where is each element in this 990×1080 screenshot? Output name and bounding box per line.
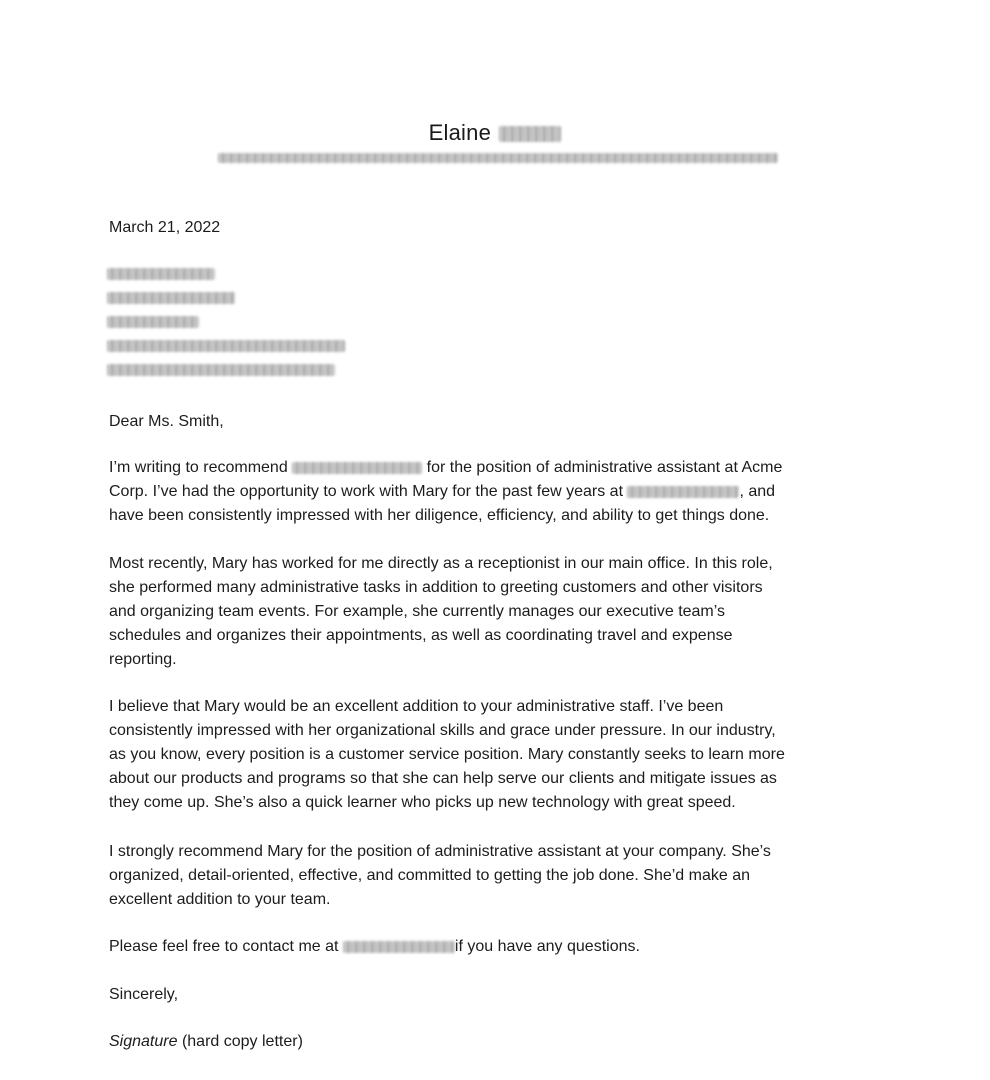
paragraph-1-line-1	[109, 456, 889, 480]
p1-line2-end: , and	[739, 483, 776, 500]
letterhead-name	[0, 120, 990, 146]
redacted-phone-number	[343, 941, 455, 953]
paragraph-1-line-3: have been consistently impressed with her diligence, efficiency, and ability to get things done.	[109, 507, 770, 524]
redacted-surname	[499, 126, 561, 142]
paragraph-4	[109, 840, 889, 912]
paragraph-3-line: as you know, every position is a customer service position. Mary constantly seeks to learn more	[109, 746, 785, 763]
p1-line1-end: for the position of administrative assistant at Acme	[426, 459, 783, 476]
closing: Sincerely,	[109, 986, 179, 1003]
redacted-recipient-line-1	[107, 268, 215, 280]
paragraph-3-line: I believe that Mary would be an excellent addition to your administrative staff. I’ve been	[109, 698, 724, 715]
p5-start: Please feel free to contact me at	[109, 938, 339, 955]
paragraph-2-line: reporting.	[109, 651, 177, 668]
p5-end: if you have any questions.	[454, 938, 640, 955]
p1-line2-start: Corp. I’ve had the opportunity to work with Mary for the past few years at	[109, 483, 624, 500]
paragraph-2-line: and organizing team events. For example, she currently manages our executive team’s	[109, 603, 726, 620]
paragraph-4-line: organized, detail-oriented, effective, and committed to getting the job done. She’d make an	[109, 867, 750, 884]
signature-note: (hard copy letter)	[181, 1033, 303, 1050]
paragraph-2-line: Most recently, Mary has worked for me directly as a receptionist in our main office. In this role,	[109, 555, 773, 572]
signature-line	[109, 1030, 889, 1054]
redacted-recipient-line-2	[107, 292, 235, 304]
paragraph-3	[109, 695, 889, 815]
redacted-company-name	[627, 486, 739, 498]
paragraph-5	[109, 935, 889, 959]
letter-date: March 21, 2022	[109, 219, 221, 236]
paragraph-3-line: about our products and programs so that she can help serve our clients and mitigate issues as	[109, 770, 777, 787]
paragraph-3-line: they come up. She’s also a quick learner who picks up new technology with great speed.	[109, 794, 736, 811]
redacted-contact-line	[218, 153, 778, 163]
signature-label: Signature	[109, 1033, 178, 1050]
redacted-recipient-line-3	[107, 316, 199, 328]
paragraph-2-line: schedules and organizes their appointments, as well as coordinating travel and expense	[109, 627, 733, 644]
redacted-recipient-line-4	[107, 340, 345, 352]
salutation: Dear Ms. Smith,	[109, 413, 224, 430]
paragraph-3-line: consistently impressed with her organizational skills and grace under pressure. In our industry,	[109, 722, 776, 739]
paragraph-4-line: excellent addition to your team.	[109, 891, 331, 908]
p1-line1-start: I’m writing to recommend	[109, 459, 288, 476]
paragraph-1	[109, 456, 889, 528]
sender-first-name: Elaine	[428, 120, 492, 145]
redacted-candidate-name	[292, 462, 422, 474]
redacted-recipient-line-5	[107, 364, 335, 376]
paragraph-4-line: I strongly recommend Mary for the position of administrative assistant at your company. She’s	[109, 843, 771, 860]
paragraph-2	[109, 552, 889, 672]
paragraph-2-line: she performed many administrative tasks in addition to greeting customers and other visitors	[109, 579, 763, 596]
paragraph-1-line-2	[109, 480, 889, 504]
